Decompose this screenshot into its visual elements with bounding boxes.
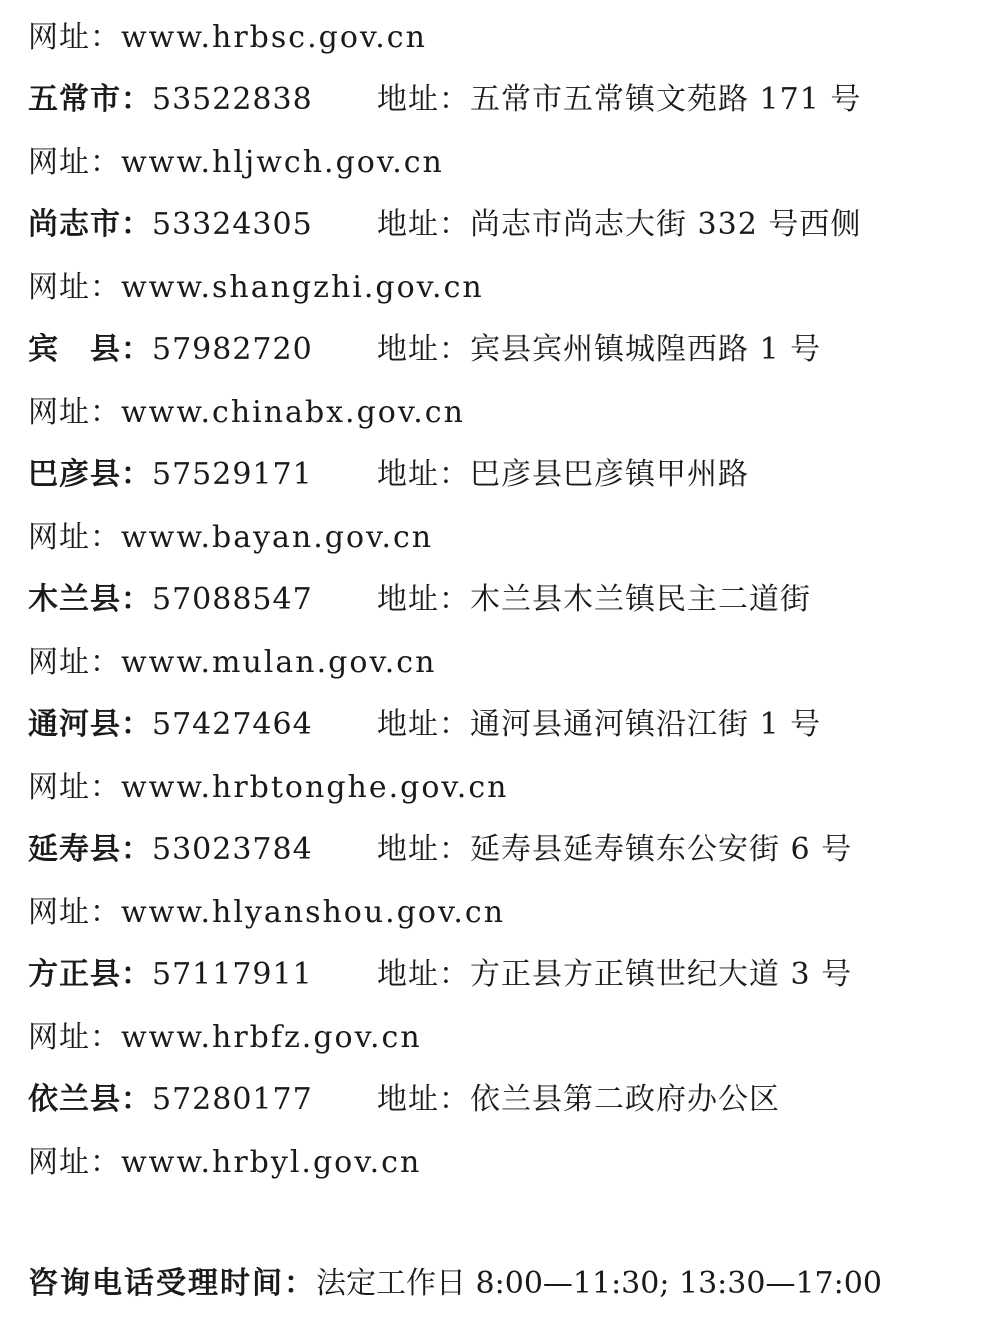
url-value: www.hrbsc.gov.cn xyxy=(121,20,427,55)
url-value: www.hrbyl.gov.cn xyxy=(121,1145,422,1180)
url-label: 网址： xyxy=(28,395,121,430)
url-value: www.mulan.gov.cn xyxy=(121,645,437,680)
entry-info-line xyxy=(28,825,852,875)
entry-address: 方正县方正镇世纪大道 3 号 xyxy=(470,957,853,992)
entry-phone: 57117911 xyxy=(152,957,313,992)
url-label: 网址： xyxy=(28,1020,121,1055)
entry-address: 尚志市尚志大街 332 号西侧 xyxy=(470,207,862,242)
entry-url-line xyxy=(28,513,433,563)
address-label: 地址： xyxy=(377,582,470,617)
url-value: www.bayan.gov.cn xyxy=(121,520,434,555)
url-value: www.shangzhi.gov.cn xyxy=(121,270,484,305)
entry-info-line xyxy=(28,700,821,750)
address-label: 地址： xyxy=(377,707,470,742)
address-label: 地址： xyxy=(377,1082,470,1117)
entry-info-line xyxy=(28,575,811,625)
entry-phone: 57427464 xyxy=(152,707,313,742)
entry-address: 通河县通河镇沿江街 1 号 xyxy=(470,707,822,742)
url-label: 网址： xyxy=(28,20,121,55)
url-label: 网址： xyxy=(28,145,121,180)
entry-info-line xyxy=(28,1075,780,1125)
url-value: www.hlyanshou.gov.cn xyxy=(121,895,506,930)
entry-info-line xyxy=(28,75,861,125)
consultation-hours-line xyxy=(28,1258,882,1310)
entry-url-line xyxy=(28,888,505,938)
entry-name: 通河县： xyxy=(28,707,152,742)
entry-url-line xyxy=(28,1013,422,1063)
entry-name: 木兰县： xyxy=(28,582,152,617)
url-value: www.chinabx.gov.cn xyxy=(121,395,465,430)
entry-address: 五常市五常镇文苑路 171 号 xyxy=(470,82,862,117)
entry-name: 延寿县： xyxy=(28,832,152,867)
entry-phone: 53023784 xyxy=(152,832,313,867)
url-label: 网址： xyxy=(28,645,121,680)
address-label: 地址： xyxy=(377,457,470,492)
url-label: 网址： xyxy=(28,520,121,555)
entry-address: 延寿县延寿镇东公安街 6 号 xyxy=(470,832,853,867)
entry-info-line xyxy=(28,325,821,375)
address-label: 地址： xyxy=(377,82,470,117)
entry-name: 五常市： xyxy=(28,82,152,117)
url-label: 网址： xyxy=(28,895,121,930)
entry-phone: 53324305 xyxy=(152,207,313,242)
entry-address: 依兰县第二政府办公区 xyxy=(470,1082,780,1117)
url-value: www.hrbfz.gov.cn xyxy=(121,1020,422,1055)
entry-name: 依兰县： xyxy=(28,1082,152,1117)
entry-phone: 57280177 xyxy=(152,1082,313,1117)
url-label: 网址： xyxy=(28,1145,121,1180)
entry-phone: 57982720 xyxy=(152,332,313,367)
entry-url-line xyxy=(28,638,436,688)
url-label: 网址： xyxy=(28,270,121,305)
entry-url-line xyxy=(28,138,444,188)
entry-info-line xyxy=(28,450,749,500)
entry-url-line xyxy=(28,1138,421,1188)
entry-info-line xyxy=(28,950,852,1000)
address-label: 地址： xyxy=(377,832,470,867)
consultation-hours-label: 咨询电话受理时间： xyxy=(28,1266,316,1301)
entry-name: 巴彦县： xyxy=(28,457,152,492)
entry-url-line xyxy=(28,263,484,313)
entry-phone: 57529171 xyxy=(152,457,313,492)
url-line-top xyxy=(28,13,427,63)
url-value: www.hljwch.gov.cn xyxy=(121,145,444,180)
entry-url-line xyxy=(28,763,508,813)
entry-phone: 53522838 xyxy=(152,82,313,117)
url-label: 网址： xyxy=(28,770,121,805)
address-label: 地址： xyxy=(377,957,470,992)
entry-address: 宾县宾州镇城隍西路 1 号 xyxy=(470,332,822,367)
entry-url-line xyxy=(28,388,465,438)
entry-name: 尚志市： xyxy=(28,207,152,242)
url-value: www.hrbtonghe.gov.cn xyxy=(121,770,509,805)
entry-address: 巴彦县巴彦镇甲州路 xyxy=(470,457,749,492)
consultation-hours-value: 法定工作日 8:00—11:30; 13:30—17:00 xyxy=(316,1266,882,1301)
entry-name: 宾 县： xyxy=(28,332,152,367)
entry-info-line xyxy=(28,200,861,250)
entry-address: 木兰县木兰镇民主二道街 xyxy=(470,582,811,617)
entry-phone: 57088547 xyxy=(152,582,313,617)
address-label: 地址： xyxy=(377,332,470,367)
address-label: 地址： xyxy=(377,207,470,242)
entry-name: 方正县： xyxy=(28,957,152,992)
